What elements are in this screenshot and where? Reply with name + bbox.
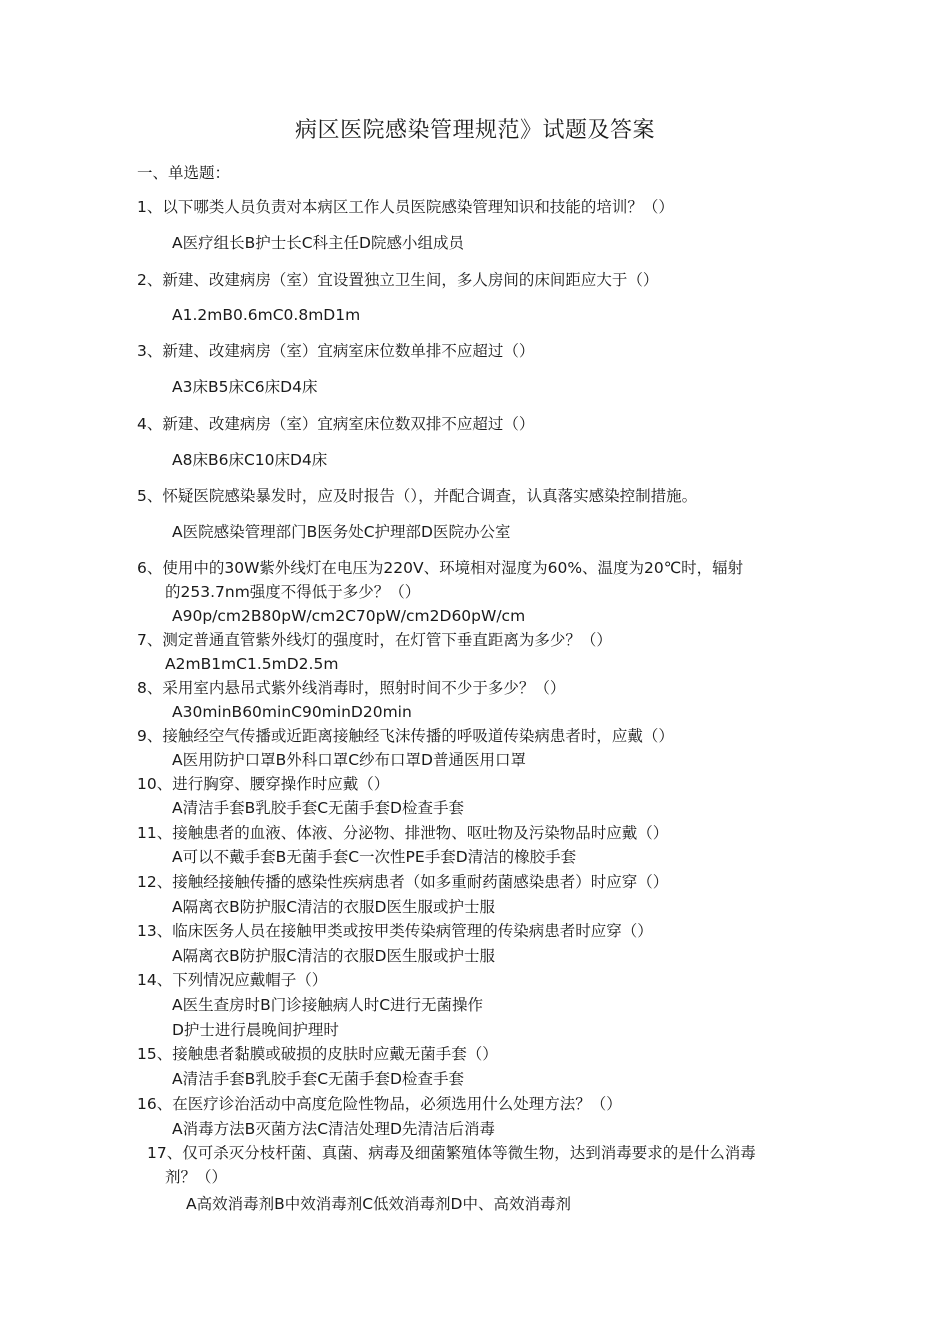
question-3: 3、新建、改建病房（室）宜病室床位数单排不应超过（）	[137, 342, 535, 360]
options-14: A医生查房时B门诊接触病人时C进行无菌操作	[172, 996, 484, 1014]
options-2: A1.2mB0.6mC0.8mD1m	[172, 306, 361, 324]
options-1: A医疗组长B护士长C科主任D院感小组成员	[172, 234, 464, 252]
options-10: A清洁手套B乳胶手套C无菌手套D检查手套	[172, 799, 464, 817]
question-8: 8、采用室内悬吊式紫外线消毒时，照射时间不少于多少？（）	[137, 679, 566, 697]
question-9: 9、接触经空气传播或近距离接触经飞沫传播的呼吸道传染病患者时，应戴（）	[137, 727, 674, 745]
options-3: A3床B5床C6床D4床	[172, 378, 318, 396]
question-16: 16、在医疗诊治活动中高度危险性物品，必须选用什么处理方法？（）	[137, 1095, 622, 1113]
options-12: A隔离衣B防护服C清洁的衣服D医生服或护士服	[172, 898, 495, 916]
question-6: 6、使用中的30W紫外线灯在电压为220V、环境相对湿度为60%、温度为20℃时，辐射	[137, 559, 744, 577]
question-17: 17、仅可杀灭分枝杆菌、真菌、病毒及细菌繁殖体等微生物，达到消毒要求的是什么消毒	[147, 1144, 756, 1162]
options-14-continued: D护士进行晨晚间护理时	[172, 1021, 339, 1039]
question-11: 11、接触患者的血液、体液、分泌物、排泄物、呕吐物及污染物品时应戴（）	[137, 824, 669, 842]
options-7: A2mB1mC1.5mD2.5m	[165, 655, 339, 673]
options-5: A医院感染管理部门B医务处C护理部D医院办公室	[172, 523, 511, 541]
section-heading: 一、单选题：	[137, 164, 231, 182]
question-15: 15、接触患者黏膜或破损的皮肤时应戴无菌手套（）	[137, 1045, 498, 1063]
question-6-continued: 的253.7nm强度不得低于多少？（）	[165, 583, 421, 601]
options-13: A隔离衣B防护服C清洁的衣服D医生服或护士服	[172, 947, 495, 965]
question-10: 10、进行胸穿、腰穿操作时应戴（）	[137, 775, 390, 793]
options-16: A消毒方法B灭菌方法C清洁处理D先清洁后消毒	[172, 1120, 495, 1138]
options-4: A8床B6床C10床D4床	[172, 451, 328, 469]
question-14: 14、下列情况应戴帽子（）	[137, 971, 328, 989]
question-1: 1、以下哪类人员负责对本病区工作人员医院感染管理知识和技能的培训？（）	[137, 198, 674, 216]
question-13: 13、临床医务人员在接触甲类或按甲类传染病管理的传染病患者时应穿（）	[137, 922, 653, 940]
options-6: A90p/cm2B80pW/cm2C70pW/cm2D60pW/cm	[172, 607, 526, 625]
question-5: 5、怀疑医院感染暴发时，应及时报告（），并配合调查，认真落实感染控制措施。	[137, 487, 698, 505]
question-2: 2、新建、改建病房（室）宜设置独立卫生间，多人房间的床间距应大于（）	[137, 271, 659, 289]
question-7: 7、测定普通直管紫外线灯的强度时，在灯管下垂直距离为多少？（）	[137, 631, 612, 649]
question-4: 4、新建、改建病房（室）宜病室床位数双排不应超过（）	[137, 415, 535, 433]
question-17-continued: 剂？（）	[165, 1168, 228, 1186]
options-8: A30minB60minC90minD20min	[172, 703, 412, 721]
options-15: A清洁手套B乳胶手套C无菌手套D检查手套	[172, 1070, 464, 1088]
options-17: A高效消毒剂B中效消毒剂C低效消毒剂D中、高效消毒剂	[186, 1195, 571, 1213]
options-9: A医用防护口罩B外科口罩C纱布口罩D普通医用口罩	[172, 751, 526, 769]
question-12: 12、接触经接触传播的感染性疾病患者（如多重耐药菌感染患者）时应穿（）	[137, 873, 669, 891]
options-11: A可以不戴手套B无菌手套C一次性PE手套D清洁的橡胶手套	[172, 848, 577, 866]
document-title: 病区医院感染管理规范》试题及答案	[294, 118, 655, 143]
